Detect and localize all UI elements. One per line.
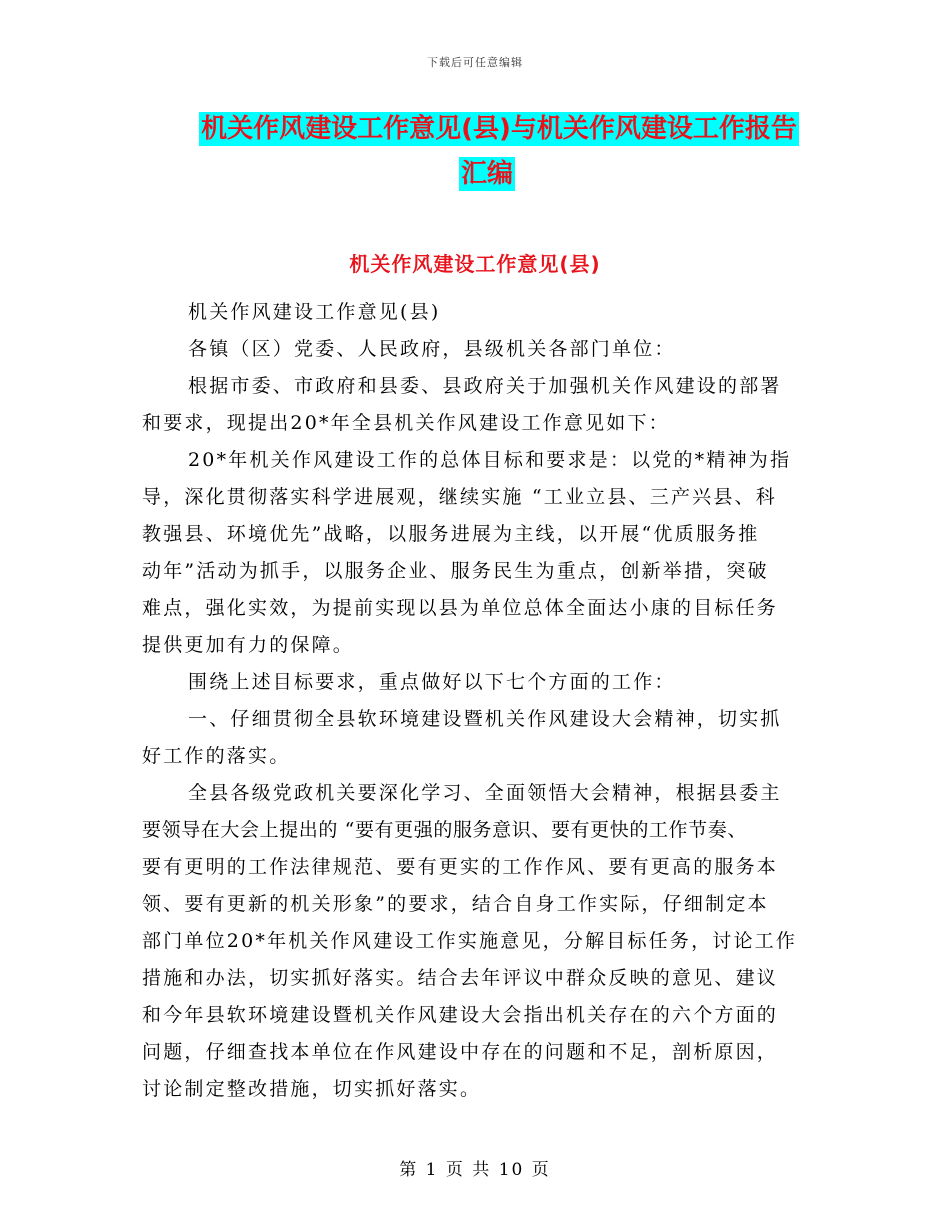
body-line: 20*年机关作风建设工作的总体目标和要求是：以党的*精神为指	[188, 449, 792, 471]
body-line: 一、仔细贯彻全县软环境建设暨机关作风建设大会精神，切实抓	[188, 708, 782, 730]
body-line: 各镇（区）党委、人民政府，县级机关各部门单位：	[188, 338, 676, 360]
body-line: 要有更明的工作法律规范、要有更实的工作作风、要有更高的服务本	[142, 856, 779, 878]
body-line: 围绕上述目标要求，重点做好以下七个方面的工作：	[188, 671, 676, 693]
body-line: 和要求，现提出20*年全县机关作风建设工作意见如下：	[142, 412, 670, 434]
page-number-footer: 第 1 页 共 10 页	[399, 1160, 551, 1180]
body-line: 导，深化贯彻落实科学进展观，继续实施 “工业立县、三产兴县、科	[142, 486, 777, 508]
document-title-line1	[24, 112, 950, 146]
document-body	[142, 294, 822, 1108]
body-line: 措施和办法，切实抓好落实。结合去年评议中群众反映的意见、建议	[142, 967, 779, 989]
body-line: 和今年县软环境建设暨机关作风建设大会指出机关存在的六个方面的	[142, 1004, 779, 1026]
body-line: 难点，强化实效，为提前实现以县为单位总体全面达小康的目标任务	[142, 597, 779, 619]
document-title-line2	[12, 157, 950, 191]
document-title-text-2: 汇编	[460, 159, 513, 189]
body-line: 问题，仔细查找本单位在作风建设中存在的问题和不足，剖析原因，	[142, 1041, 779, 1063]
body-line: 根据市委、市政府和县委、县政府关于加强机关作风建设的部署	[188, 375, 782, 397]
body-line: 部门单位20*年机关作风建设工作实施意见，分解目标任务，讨论工作	[142, 930, 798, 952]
body-line: 要领导在大会上提出的 “要有更强的服务意识、要有更快的工作节奏、	[142, 819, 747, 841]
body-line: 机关作风建设工作意见(县)	[188, 301, 441, 323]
body-line: 领、要有更新的机关形象”的要求，结合自身工作实际，仔细制定本	[142, 893, 769, 915]
document-title-text-1: 机关作风建设工作意见(县)与机关作风建设工作报告	[201, 114, 797, 144]
body-line: 全县各级党政机关要深化学习、全面领悟大会精神，根据县委主	[188, 782, 782, 804]
body-line: 好工作的落实。	[142, 745, 291, 767]
body-line: 教强县、环境优先”战略，以服务进展为主线，以开展“优质服务推	[142, 523, 760, 545]
body-line: 讨论制定整改措施，切实抓好落实。	[142, 1078, 482, 1100]
body-line: 动年”活动为抓手，以服务企业、服务民生为重点，创新举措，突破	[142, 560, 769, 582]
body-line: 提供更加有力的保障。	[142, 634, 355, 656]
section-title: 机关作风建设工作意见(县)	[349, 252, 601, 276]
header-note: 下载后可任意编辑	[427, 56, 523, 69]
